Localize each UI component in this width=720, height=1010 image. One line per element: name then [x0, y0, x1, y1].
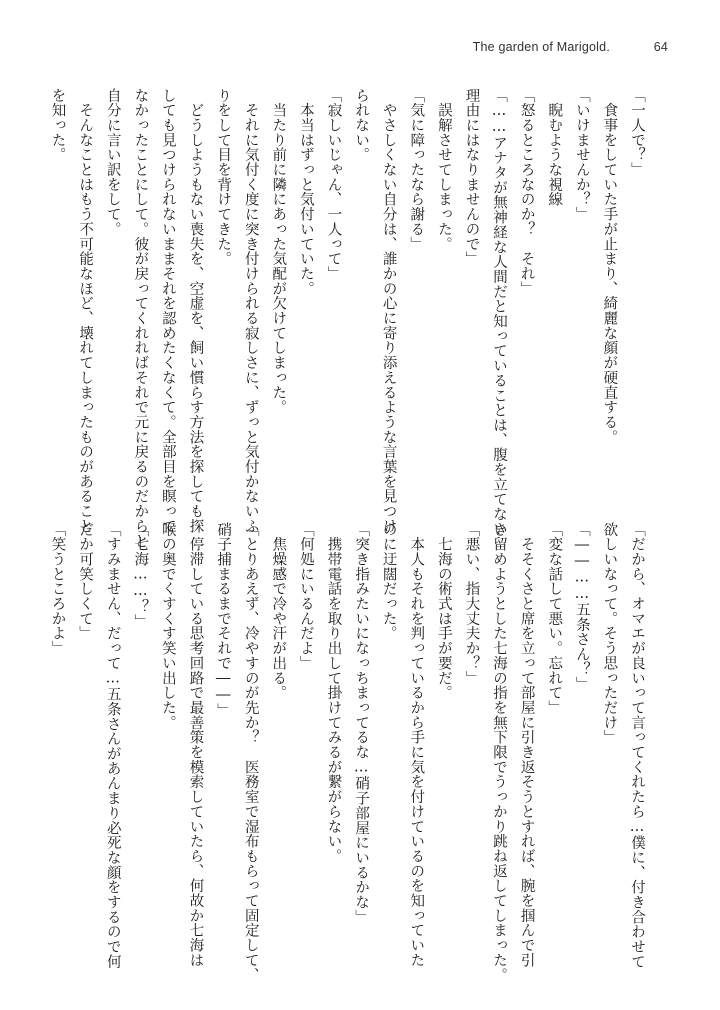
page-number: 64	[653, 40, 668, 54]
text-line: 「笑うところかよ」	[49, 522, 66, 656]
text-line: のに迂闊だった。	[380, 522, 397, 641]
text-line: 「変な話して悪い。忘れて」	[546, 522, 563, 716]
text-line: き留めようとした七海の指を無下限でうっかり跳ね返してしまった。	[491, 522, 508, 983]
text-line: 「だから、オマエが良いって言ってくれたら…僕に、付き合わせて	[629, 522, 645, 969]
text-line: 「……アナタが無神経な人間だと知っていることは、腹を立てない	[491, 88, 508, 537]
text-line: 食事をしていた手が止まり、綺麗な顔が硬直する。	[601, 88, 618, 445]
text-line: られない。	[353, 88, 370, 163]
text-line: 「とりあえず、冷やすのが先か？ 医務室で湿布もらって固定して、	[242, 522, 259, 983]
text-line: 停滞している思考回路で最善策を模索していたら、何故か七海は	[187, 522, 204, 968]
text-line: やさしくない自分は、誰かの心に寄り添えるような言葉を見つけ	[380, 88, 397, 534]
text-line: そんなことはもう不可能なほど、壊れてしまったものがあること	[77, 88, 94, 534]
text-line: 「突き指みたいになっちまってるな…硝子部屋にいるかな」	[353, 522, 370, 925]
text-line: 焦燥感で冷や汗が出る。	[270, 522, 287, 701]
text-line: 欲しいなって。そう思っただけ」	[601, 522, 618, 745]
text-line: それに気付く度に突き付けられる寂しさに、ずっと気付かないふ	[242, 88, 259, 534]
text-line: 「寂しいじゃん、一人って」	[325, 88, 342, 282]
text-line: 「何処にいるんだよ」	[297, 522, 314, 671]
text-line: 「――……五条さん？」	[573, 522, 590, 692]
text-line: を知った。	[49, 88, 66, 163]
text-line: なかったことにして。彼が戻ってくれればそれで元に戻るのだからと	[132, 88, 149, 549]
text-line: 携帯電話を取り出して掛けてみるが繋がらない。	[325, 522, 342, 864]
text-line: 本当はずっと気付いていた。	[297, 88, 314, 296]
text-line: 硝子捕まるまでそれで――」	[215, 522, 232, 719]
text-line: 本人もそれを判っているから手に気を付けているのを知っていた	[408, 522, 425, 968]
text-line: 「気に障ったなら謝る」	[408, 88, 425, 252]
text-line: だか可笑しくて」	[77, 522, 94, 641]
text-line: 「悪い、指大丈夫か？」	[463, 522, 480, 686]
text-block-top	[43, 88, 650, 549]
text-line: 誤解させてしまった。	[435, 88, 452, 252]
text-line: 「すみません、だって…五条さんがあんまり必死な顔をするので何	[104, 522, 121, 969]
text-line: 理由にはなりませんので」	[463, 88, 480, 267]
text-line: 当たり前に隣にあった気配が欠けてしまった。	[270, 88, 287, 415]
text-line: しても見つけられないままそれを認めたくなくて。全部目を瞑って	[159, 88, 176, 534]
text-block-bottom	[43, 522, 650, 983]
text-line: 自分に言い訳をして。	[104, 88, 121, 237]
text-line: 七海の術式は手が要だ。	[435, 522, 452, 701]
text-line: 「怒るところなのか？ それ」	[518, 88, 535, 296]
text-line: 「一人で？」	[629, 88, 645, 178]
text-line: どうしようもない喪失を、空虚を、飼い慣らす方法を探しても探	[187, 88, 204, 534]
text-line: りをして目を背けてきた。	[215, 88, 232, 267]
text-line: そそくさと席を立って部屋に引き返そうとすれば、腕を掴んで引	[518, 522, 535, 968]
text-line: 睨むような視線	[546, 88, 563, 207]
text-line: 喉の奥でくすくす笑い出した。	[159, 522, 176, 730]
text-line: 「七海……？」	[132, 522, 149, 629]
book-title: The garden of Marigold.	[472, 40, 610, 54]
page-header	[473, 40, 668, 54]
text-line: 「いけませんか？」	[573, 88, 590, 222]
